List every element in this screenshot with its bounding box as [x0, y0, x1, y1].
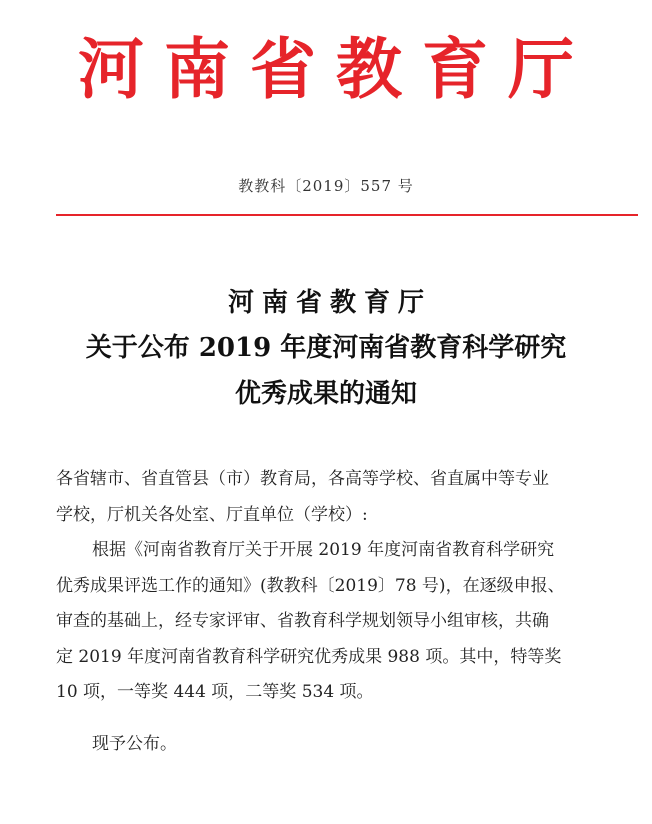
body-line: 审查的基础上，经专家评审、省教育科学规划领导小组审核，共确 [56, 611, 549, 631]
notice-title-line-2: 关于公布 2019 年度河南省教育科学研究 [85, 333, 567, 363]
masthead-title: 河南省教育厅 [78, 30, 594, 108]
body-paragraph [56, 533, 638, 711]
body-line: 优秀成果评选工作的通知》(教教科〔2019〕78 号)，在逐级申报、 [56, 575, 565, 596]
closing-line: 现予公布。 [92, 734, 177, 754]
body-line: 定 2019 年度河南省教育科学研究优秀成果 988 项。其中，特等奖 [56, 646, 562, 667]
document-number: 教教科〔2019〕557 号 [238, 177, 414, 195]
body-line: 根据《河南省教育厅关于开展 2019 年度河南省教育科学研究 [92, 540, 555, 560]
notice-title-line-3: 优秀成果的通知 [234, 379, 417, 409]
salutation-line: 各省辖市、省直管县（市）教育局，各高等学校、省直属中等专业 [56, 469, 549, 489]
red-divider [56, 214, 638, 216]
notice-title-line-1: 河南省教育厅 [227, 288, 432, 318]
closing-statement [56, 727, 638, 763]
body-line: 10 项，一等奖 444 项，二等奖 534 项。 [56, 682, 374, 702]
salutation [56, 462, 638, 533]
salutation-line: 学校，厅机关各处室、厅直单位（学校）: [56, 504, 368, 525]
